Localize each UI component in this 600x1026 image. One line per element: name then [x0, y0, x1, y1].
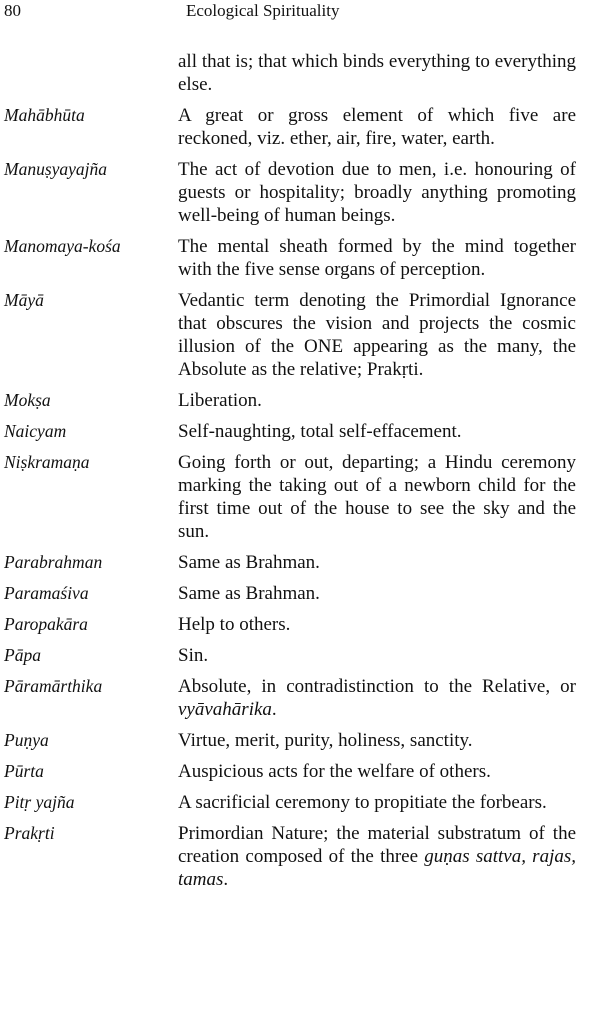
- glossary-definition: The act of devotion due to men, i.e. honouring of guests or hospitality; broadly anything promoting well-being of human beings.: [178, 159, 576, 226]
- glossary-term: Pāpa: [4, 645, 41, 665]
- glossary-term: Māyā: [4, 290, 44, 310]
- glossary-entry: [0, 104, 600, 150]
- glossary-term: Paropakāra: [4, 614, 88, 634]
- glossary-entry: [0, 451, 600, 543]
- definition-text: .: [223, 869, 229, 890]
- glossary-term: Pāramārthika: [4, 676, 103, 696]
- glossary-entry: [0, 389, 600, 412]
- glossary-definition: Same as Brahman.: [178, 552, 320, 573]
- glossary-entry: [0, 235, 600, 281]
- glossary-term: Pitṛ yajña: [4, 792, 75, 812]
- glossary-definition: Going forth or out, departing; a Hindu ceremony marking the taking out of a newborn child for the first time out of the house to see the sky and the sun.: [178, 452, 576, 542]
- glossary-entry: [0, 675, 600, 721]
- glossary-term: Puṇya: [4, 730, 49, 750]
- glossary-definition: The mental sheath formed by the mind together with the five sense organs of perception.: [178, 236, 576, 280]
- running-head: [0, 0, 600, 26]
- glossary-definition: [166, 675, 576, 721]
- glossary-definition: Liberation.: [178, 390, 262, 411]
- glossary-entry: [0, 644, 600, 667]
- glossary-entry: [0, 613, 600, 636]
- glossary-term: Parabrahman: [4, 552, 103, 572]
- glossary-term: Niṣkramaṇa: [4, 452, 90, 472]
- glossary-term: Naicyam: [4, 421, 67, 441]
- definition-text: Absolute, in contradistinction to the Relative, or: [178, 676, 576, 697]
- definition-italic-text: vyāvahārika: [178, 699, 272, 720]
- glossary-definition: Auspicious acts for the welfare of others.: [178, 761, 491, 782]
- glossary-definition: A sacrificial ceremony to propitiate the forbears.: [178, 792, 547, 813]
- glossary-term: Pūrta: [4, 761, 44, 781]
- definition-text: Primordian Nature; the material substratum of the creation composed of the three: [178, 823, 576, 867]
- glossary-entry: [0, 760, 600, 783]
- glossary-term: Prakṛti: [4, 823, 55, 843]
- glossary-definition: Virtue, merit, purity, holiness, sanctity.: [178, 730, 473, 751]
- glossary-definition: Same as Brahman.: [178, 583, 320, 604]
- glossary-term: Manomaya-kośa: [4, 236, 121, 256]
- glossary-definition: Sin.: [178, 645, 209, 666]
- glossary-entry: [0, 289, 600, 381]
- definition-italic-text: guṇas sattva, rajas, tamas: [178, 846, 576, 890]
- glossary-definition: all that is; that which binds everything to everything else.: [178, 51, 576, 95]
- glossary-term: Mahābhūta: [4, 105, 85, 125]
- glossary-definition: Help to others.: [178, 614, 291, 635]
- glossary-entry: [0, 158, 600, 227]
- glossary-definition: Self-naughting, total self-effacement.: [178, 421, 462, 442]
- glossary-entry: [0, 822, 600, 891]
- glossary-definition: A great or gross element of which five are reckoned, viz. ether, air, fire, water, earth.: [178, 105, 576, 149]
- glossary-entry: [0, 420, 600, 443]
- page-number: 80: [4, 1, 21, 20]
- glossary-entry: [0, 551, 600, 574]
- glossary-definition: [166, 822, 576, 891]
- glossary-entry: [0, 582, 600, 605]
- glossary-term: Mokṣa: [4, 390, 51, 410]
- book-title: Ecological Spirituality: [186, 1, 340, 20]
- glossary-entry: [0, 729, 600, 752]
- definition-text: .: [271, 699, 277, 720]
- glossary-term: Paramaśiva: [4, 583, 89, 603]
- glossary-term: Manuṣyayajña: [4, 159, 108, 179]
- glossary-entry: [0, 791, 600, 814]
- glossary-definition: Vedantic term denoting the Primordial Ignorance that obscures the vision and projects the cosmic illusion of the ONE appearing as the many, the Absolute as the relative; Prakṛti.: [178, 290, 576, 380]
- glossary-entry-continuation: [0, 50, 600, 96]
- glossary-list: [0, 50, 600, 899]
